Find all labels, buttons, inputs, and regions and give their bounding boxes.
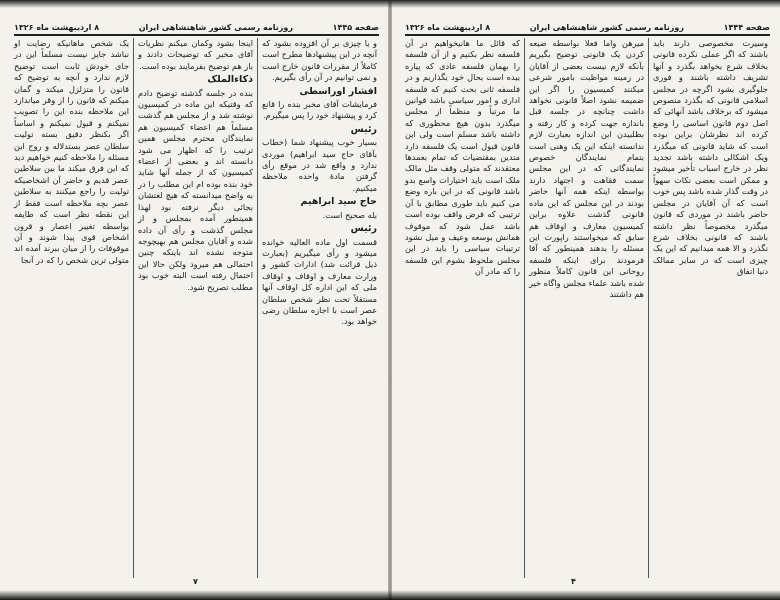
right-page <box>391 0 780 600</box>
page-header <box>405 18 770 36</box>
text-column <box>401 38 525 578</box>
paragraph: اینجا بشود وکمان میکنم نظریات آقای مخبر که توضیحات دادند و باز هم توضیح بفرمایند بوده است. <box>138 38 253 71</box>
text-columns <box>10 38 381 578</box>
header-title: روزنامه رسمی کشور شاهنشاهی ایران <box>529 23 684 32</box>
speaker-heading: ذکاءالملک <box>207 74 253 86</box>
header-date: ۸ اردیبهشت ماه ۱۳۲۶ <box>14 23 100 32</box>
header-title: روزنامه رسمی کشور شاهنشاهی ایران <box>138 23 293 32</box>
paragraph: وسیرت مخصوصی دارند باید باشند که اگر عملی نکرده قانونی بخلاف شرع بخواهد بگذرد و آنها تشریف داشته باشند و فوری جلوگیری بشود اگرچه در مجلس اسلامی قانونی که بگذرد منصوص میشود که برخلاف باشد آنهائی که اصل دوم قانون اساسی را وضع کرده اند نظرشان براین بوده است که شاید قانونی که میگذرد ویک اشکالی داشته باشد تجدید نظر در خارج اسباب تأخیر میشود و ممکن است بعضی نکات سهواً در وقت گذار شده باشد پس خوب است که آن آقایان در مجلس حاضر باشند در موردی که قانون میگذرد مخصوصاً نظر داشته باشند که قانونی بخلاف شرع نگذرد و الا همه میدانیم که این یک چیزی است که در سایر ممالک دنیا اتفاق <box>653 38 768 277</box>
paragraph: قسمت اول ماده العالیه خوانده میشود و رأی میگیریم (بعبارت ذیل قرائت شد) ادارات کشور و وزارت معارف و اوقاف و اوقاف ملی که این اداره کل اوقاف آنها مستقلاً تحت نظر شخص سلطان عصر است با اجازه سلطان رضی خواهد بود. <box>262 236 377 327</box>
text-column <box>134 38 258 578</box>
scan-shadow-bottom <box>0 590 780 600</box>
speaker-heading: حاج سید ابراهیم <box>300 196 377 208</box>
text-column <box>649 38 772 578</box>
book-spine <box>388 0 392 600</box>
text-column <box>10 38 134 578</box>
text-column <box>525 38 649 578</box>
page-number: ۴ <box>571 577 576 586</box>
header-date: ۸ اردیبهشت ماه ۱۳۲۶ <box>405 23 491 32</box>
speaker-heading: رئیس <box>350 123 377 135</box>
paragraph: و یا چیزی بر آن افزوده بشود که آنچه در این پیشنهادها مطرح است کاملاً از مقررات قانون خارج است و نمی توانیم در آن رأی بگیریم. <box>262 38 377 83</box>
page-header <box>14 18 379 36</box>
paragraph: میرهن واما فعلا بواسطه ضیعه کردن یک قانونی توضیح بگیریم بآنکه لازم نیست بعضی از آقایان در زمینه مواظبت بامور شرعی میکنند کمیسیون را اگر این ضمیمه نشود اصلاً قانونی نخواهد داشت چنانچه در جلسه قبل باندازه جهت کرده و کار رفته و بطلبیدن این اندازه بعبارت لازم ندانسته اینکه این یک وهنی است بتمام نمایندگان خصوص نمایندگانی که در این مجلس سمت فقاهت و اجتهاد دارند بواسطه اینکه همه آنها حاضر بودند در این مجلس که این ماده قانونی گذشت علاوه براین کمیسیون معارف و اوقاف هم سابق که میخواستند راپورت این مسئله را بدهند همینطور که آقا فرمودند برای اینکه فلسفه روحانی این قانون کاملاً منظور شده باشد علماء مجلس واگاه خیر هم داشتند <box>529 38 644 299</box>
left-page <box>0 0 389 600</box>
paragraph: بنده در جلسه گذشته توضیح دادم که وقتیکه این ماده در کمیسیون نوشته شد و از مجلس هم گذشت مسلماً هم اعضاء کمیسیون هم نمایندگان محترم مجلس همین ترتیب را که اظهار می شود دانسته اند و بعضی از اعضاء کمیسیون که از جمله آنها شاید خود بنده بوده ام این مطلب را در به واضح میدانسته که هیچ لغتشان بجائی دیگر نرفته بود لهذا همینطور آمده بمجلس و از مجلس گذشت و رأی آن داده شده و آقایان مجلس هم بهیچوجه متوجه نشده اند باینکه چنین احتمالی هم میرود ولکن حالا این احتمال رفته است البته خوب بود مطلب تصریح شود. <box>138 87 253 292</box>
paragraph: بله صحیح است. <box>322 209 377 220</box>
header-page-number: صفحه ۱۴۴۴ <box>723 23 770 32</box>
speaker-heading: رئیس <box>350 223 377 235</box>
speaker-heading: افشار اوراسطی <box>299 85 377 97</box>
text-column <box>258 38 381 578</box>
scan-shadow-top <box>0 0 780 8</box>
paragraph: فرمایشات آقای مخبر بنده را قانع کرد و پیشنهاد خود را پس میگیرم. <box>262 99 377 121</box>
page-number: ۷ <box>193 577 198 586</box>
paragraph: که قائل ما هانیخواهیم در آن فلسفه نظر بکنیم و از آن فلسفه را بهمان فلسفه عادی که پیاره بیده است بحال خود بگذاریم و در فلسفه ثانی بحث کنیم که فلسفه اداری و امور سیاسی باشد قوانین ما مرتباً و منظماً از مجلس میگذرد بدون هیچ محظوری که داشته باشد مسلم است ولی این قانون قبول است یک فلسفه دارد متدین بمقتضیات که تمام بعمدها معتقدند که متولی وقف مثل مالک ملک است باید اختیارات واسع بدو باشد قانونی که در این باره وضع می کنیم باید طوری مطابق با آن ترتیبی که فرض واقف بوده است باشد عمل شود که موقوف همانش بوسعه وعیف و میل نشود ترتیبات سیاسی را باید در این مجلس ملحوظ بشوم این فلسفه را که مادر آن <box>405 38 520 277</box>
header-page-number: صفحه ۱۴۴۵ <box>332 23 379 32</box>
paragraph: یک شخص ماهانیکه رضایت او نباشد جایز نیست مسلماً این در جای خودش ثابت است توضیح لازم ندارد و آنچه به توضیح که قانون را متزلزل میکند و گمان میکنم که قانون را از وقر میاندازد این ملاحظه بنده این را تصویب نمیکنم و قبول نمیکنم و اساساً اگر بکنظر دقیق بسته توليت سلطان عصر بستدلاله و روح این مسئله را ملاحظه کنیم خواهیم دید که این فرق میکند ما بین سلاطین عصر قدیم و حاضر آن اشخاصیکه تولیت را راجع میکنند به سلاطین عصر بچه ملاحظه است فقط از این نقطه نظر است که طایفه بواسطه تغییر اعصار و قرون اشخاص قوی پیدا شوند و آن موقوفات را از میان ببرند آمده اند متولی ترین شخص را که در آنجا <box>14 38 129 265</box>
paragraph: بسیار خوب پیشنهاد شما (خطاب بآقای حاج سید ابراهیم) موردی ندارد و واقع شد در موقع رأی گرفتن مادهٔ واحده ملاحظه میکنیم. <box>262 137 377 193</box>
text-columns <box>401 38 772 578</box>
